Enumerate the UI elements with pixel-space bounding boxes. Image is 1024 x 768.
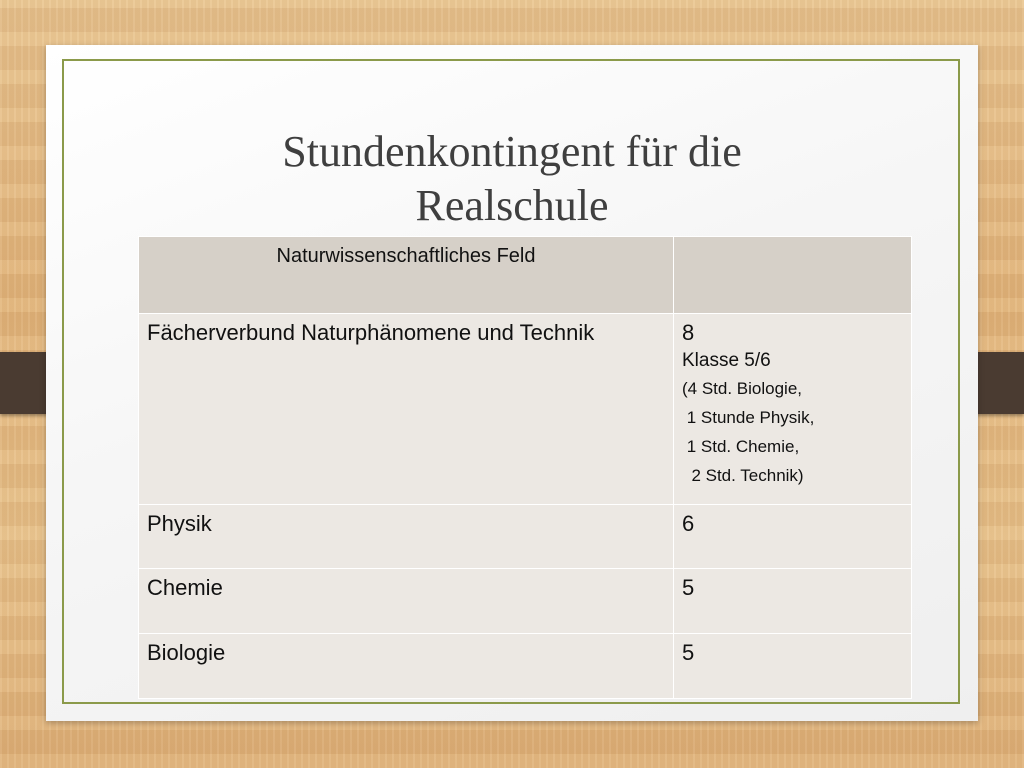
table-row [139, 505, 912, 569]
hours-detail-line: (4 Std. Biologie, [682, 379, 803, 398]
hours-detail-line: 1 Std. Chemie, [682, 437, 800, 456]
hours-value: 8 [682, 320, 695, 345]
table-row [139, 569, 912, 634]
table-header-cell-empty [674, 237, 912, 314]
hours-table-container [138, 236, 909, 699]
subject-cell [139, 569, 674, 634]
hours-table [138, 236, 912, 699]
hours-note: Klasse 5/6 [682, 350, 771, 371]
subject-name: Physik [147, 511, 212, 536]
hours-cell [674, 634, 912, 699]
table-header-cell-field [139, 237, 674, 314]
table-row [139, 634, 912, 699]
hours-cell [674, 569, 912, 634]
slide-title [46, 125, 978, 233]
table-header-label: Naturwissenschaftliches Feld [276, 245, 536, 267]
subject-name: Chemie [147, 575, 223, 600]
hours-detail-line: 2 Std. Technik) [682, 466, 804, 485]
subject-cell [139, 314, 674, 505]
table-row [139, 314, 912, 505]
subject-name: Biologie [147, 640, 226, 665]
slide-title-line-2: Realschule [415, 181, 609, 230]
hours-cell [674, 314, 912, 505]
slide-paper [46, 45, 978, 721]
slide-title-line-1: Stundenkontingent für die [282, 127, 742, 176]
subject-cell [139, 634, 674, 699]
hours-value: 5 [682, 640, 695, 665]
table-header-row [139, 237, 912, 314]
subject-cell [139, 505, 674, 569]
hours-value: 5 [682, 575, 695, 600]
hours-cell [674, 505, 912, 569]
hours-detail-line: 1 Stunde Physik, [682, 408, 815, 427]
table-header-label-2 [674, 237, 911, 245]
subject-name: Fächerverbund Naturphänomene und Technik [147, 320, 595, 345]
hours-value: 6 [682, 511, 695, 536]
